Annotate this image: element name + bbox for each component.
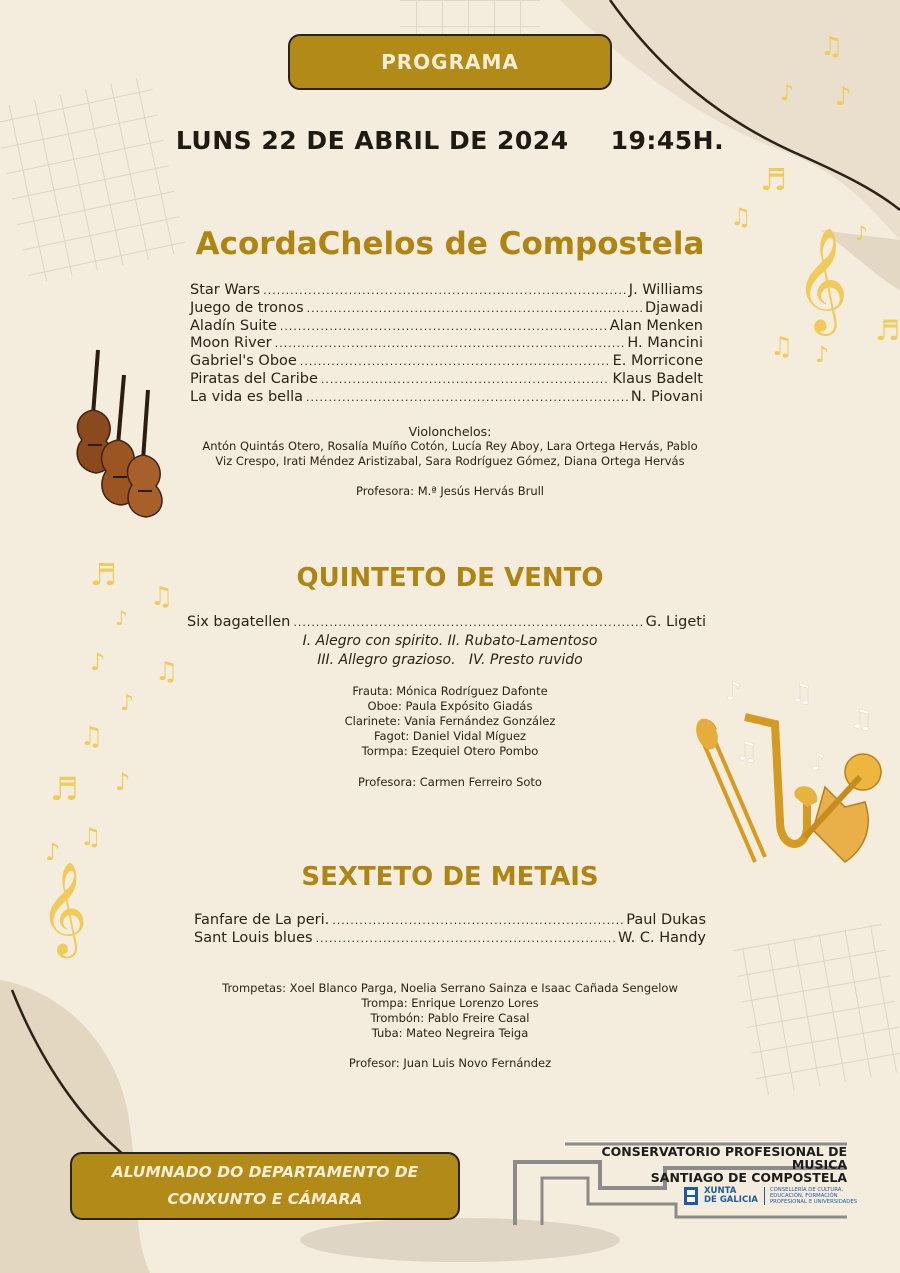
- repertoire-row: [194, 912, 706, 930]
- performers-line: Antón Quintás Otero, Rosalía Muíño Cotón, Lucía Rey Aboy, Lara Ortega Hervás, Pablo: [202, 439, 698, 453]
- performer-line: Frauta: Mónica Rodríguez Dafonte: [352, 684, 548, 698]
- section-title-acordachelos: AcordaChelos de Compostela: [195, 226, 705, 262]
- piece-title: Aladín Suite: [190, 317, 277, 334]
- repertoire-row: [190, 389, 703, 407]
- performer-line: Tuba: Mateo Negreira Teiga: [371, 1026, 529, 1040]
- music-note-icon: ♫: [770, 332, 794, 362]
- piece-title: Six bagatellen: [187, 614, 291, 630]
- conservatorio-name-2: SANTIAGO DE COMPOSTELA: [650, 1170, 847, 1185]
- xunta-name-1: XUNTA: [704, 1186, 737, 1196]
- programa-label: PROGRAMA: [381, 50, 519, 74]
- teacher-name: Profesor: Juan Luis Novo Fernández: [348, 1056, 552, 1070]
- conselleria-line: PROFESIONAL E UNIVERSIDADES: [769, 1199, 858, 1205]
- repertoire-row: [194, 930, 706, 948]
- piece-title: La vida es bella: [190, 388, 304, 405]
- repertoire-row: [190, 282, 703, 300]
- repertoire-row: [190, 353, 703, 371]
- piece-composer: E. Morricone: [612, 353, 703, 370]
- piece-composer: Paul Dukas: [626, 912, 706, 928]
- piece-title: Star Wars: [190, 282, 261, 298]
- music-note-icon: ♪: [780, 81, 795, 106]
- movement-line: I. Alegro con spirito. II. Rubato-Lamentoso: [302, 633, 598, 649]
- conservatorio-logo: [562, 1145, 847, 1184]
- performers-line: Viz Crespo, Irati Méndez Aristizabal, Sara Rodríguez Gómez, Diana Ortega Hervás: [215, 454, 685, 468]
- music-note-icon: ♬: [90, 558, 117, 593]
- music-note-icon: ♪: [855, 221, 868, 245]
- department-banner: [70, 1152, 460, 1220]
- music-note-icon: ♫: [790, 679, 814, 709]
- xunta-logo: [684, 1187, 857, 1205]
- music-note-icon: ♪: [115, 768, 131, 796]
- performer-line: Clarinete: Vania Fernández González: [344, 714, 556, 728]
- teacher-name: Profesora: Carmen Ferreiro Soto: [358, 775, 542, 789]
- repertoire-row: [187, 614, 706, 632]
- conservatorio-name-1: CONSERVATORIO PROFESIONAL DE MUSICA: [601, 1144, 847, 1172]
- section-title-quinteto: QUINTETO DE VENTO: [296, 563, 604, 593]
- music-note-icon: ♫: [155, 657, 179, 687]
- music-note-icon: ♪: [120, 691, 135, 716]
- conselleria-line: CONSELLERÍA DE CULTURA,: [769, 1187, 844, 1193]
- performer-line: Trompetas: Xoel Blanco Parga, Noelia Serrano Sainza e Isaac Cañada Sengelow: [222, 981, 678, 995]
- piece-composer: Alan Menken: [609, 317, 703, 334]
- music-note-icon: ♫: [730, 203, 752, 231]
- piece-composer: G. Ligeti: [645, 614, 706, 630]
- piece-title: Moon River: [190, 335, 272, 352]
- music-note-icon: ♪: [835, 82, 852, 112]
- performer-line: Trombón: Pablo Freire Casal: [370, 1011, 530, 1025]
- music-note-icon: ♬: [875, 314, 900, 347]
- treble-clef-icon: 𝄞: [795, 227, 849, 332]
- repertoire-row: [190, 300, 703, 318]
- music-note-icon: ♫: [735, 737, 759, 767]
- music-note-icon: ♫: [80, 823, 102, 851]
- music-note-icon: ♬: [50, 770, 79, 808]
- teacher-name: Profesora: M.ª Jesús Hervás Brull: [356, 484, 544, 498]
- piece-composer: H. Mancini: [627, 335, 703, 352]
- piece-composer: J. Williams: [628, 282, 703, 298]
- performer-line: Tormpa: Ezequiel Otero Pombo: [361, 744, 539, 758]
- repertoire-row: [190, 318, 703, 336]
- performer-line: Oboe: Paula Expósito Giadás: [367, 699, 533, 713]
- piece-composer: Djawadi: [644, 299, 703, 316]
- xunta-name: [704, 1187, 758, 1205]
- music-note-icon: ♪: [45, 838, 61, 866]
- xunta-name-2: DE GALICIA: [704, 1195, 758, 1205]
- piece-title: Piratas del Caribe: [190, 370, 318, 387]
- piece-composer: N. Piovani: [630, 388, 703, 405]
- piece-title: Fanfare de La peri.: [194, 912, 330, 928]
- department-line-2: CONXUNTO E CÁMARA: [167, 1190, 363, 1208]
- treble-clef-icon: 𝄞: [40, 861, 88, 954]
- concert-date-line: [0, 126, 900, 155]
- piece-title: Gabriel's Oboe: [190, 353, 297, 370]
- repertoire-row: [190, 335, 703, 353]
- conselleria-name: [764, 1187, 857, 1205]
- music-note-icon: ♬: [760, 163, 787, 198]
- xunta-flag-icon: [684, 1187, 698, 1205]
- piece-title: Juego de tronos: [190, 299, 304, 316]
- performer-line: Trompa: Enrique Lorenzo Lores: [361, 996, 539, 1010]
- piece-composer: W. C. Handy: [618, 929, 706, 946]
- piece-composer: Klaus Badelt: [612, 370, 703, 387]
- music-note-icon: ♫: [820, 32, 844, 62]
- performer-line: Fagot: Daniel Vidal Míguez: [373, 729, 527, 743]
- concert-date: LUNS 22 DE ABRIL DE 2024: [175, 126, 569, 155]
- music-note-icon: ♪: [90, 648, 106, 676]
- piece-title: Sant Louis blues: [194, 929, 313, 946]
- concert-time: 19:45H.: [610, 126, 725, 155]
- repertoire-list-sexteto: [194, 912, 706, 948]
- department-line-1: ALUMNADO DO DEPARTAMENTO DE: [111, 1163, 419, 1181]
- music-note-icon: ♪: [815, 343, 830, 368]
- repertoire-list-quinteto: [187, 614, 706, 632]
- programa-banner: [288, 34, 612, 90]
- music-note-icon: ♫: [850, 705, 874, 735]
- music-note-icon: ♫: [80, 722, 104, 752]
- music-note-icon: ♪: [725, 677, 742, 707]
- music-note-icon: ♫: [150, 582, 174, 612]
- music-note-icon: ♪: [115, 606, 128, 630]
- performers-heading: Violonchelos:: [408, 424, 492, 439]
- music-note-icon: ♪: [810, 748, 826, 776]
- conselleria-line: EDUCACIÓN, FORMACIÓN: [769, 1193, 838, 1199]
- repertoire-list-acordachelos: [190, 282, 703, 407]
- section-title-sexteto: SEXTETO DE METAIS: [301, 862, 599, 892]
- movement-line: III. Allegro grazioso. IV. Presto ruvido: [317, 652, 583, 668]
- repertoire-row: [190, 371, 703, 389]
